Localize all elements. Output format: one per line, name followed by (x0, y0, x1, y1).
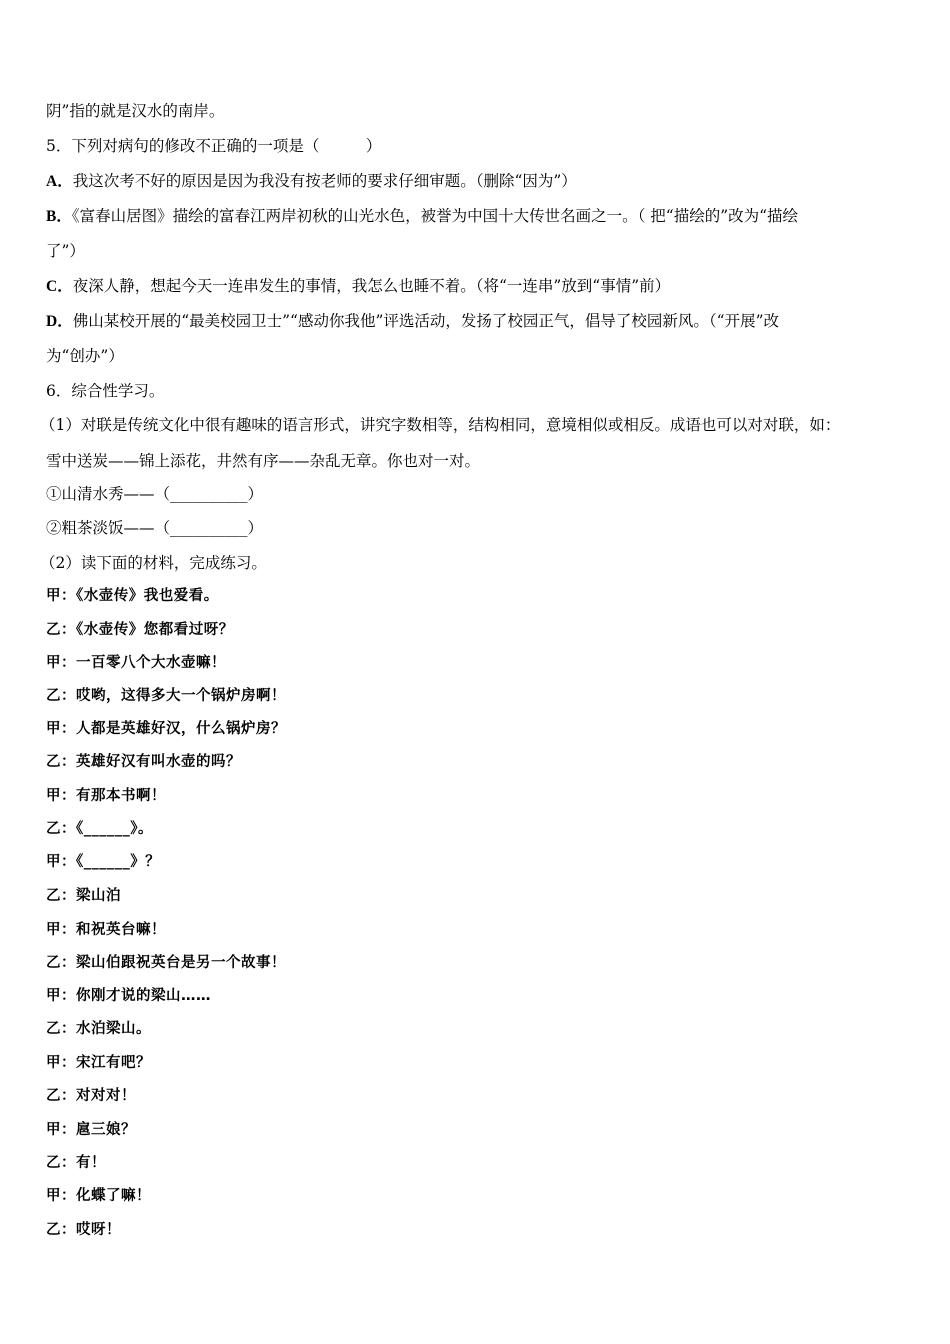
couplet-close: ） (247, 485, 264, 503)
answer-blank[interactable]: __________ (170, 519, 248, 537)
dialogue-line: 乙：梁山伯跟祝英台是另一个故事！ (46, 955, 286, 971)
answer-blank[interactable]: __________ (170, 485, 248, 503)
dialogue-line: 甲：一百零八个大水壶嘛！ (46, 655, 226, 671)
q5-option-b (46, 206, 906, 227)
q5-option-b-cont: 了”） (46, 242, 85, 260)
intro-line: 阴”指的就是汉水的南岸。 (46, 102, 225, 120)
couplet-item-2 (46, 518, 906, 538)
q6-stem: 6．综合性学习。 (46, 382, 165, 400)
dialogue-line: 甲：宋江有吧？ (46, 1055, 151, 1071)
q6-part1-intro: （1）对联是传统文化中很有趣味的语言形式，讲究字数相等，结构相同，意境相似或相反。成语也可以对对联，如： (40, 416, 841, 434)
couplet-item-1 (46, 484, 906, 504)
q5-stem: 5．下列对病句的修改不正确的一项是（ ） (46, 137, 382, 155)
dialogue-line: 甲：《水壶传》我也爱看。 (46, 588, 219, 604)
option-text: 《富春山居图》描绘的富春江两岸初秋的山光水色，被誉为中国十大传世名画之一。（ 把“描绘的”改为“描绘 (71, 207, 799, 225)
dialogue-line: 甲：有那本书啊！ (46, 788, 166, 804)
dialogue-line: 乙：哎呀！ (46, 1222, 121, 1238)
option-letter: C． (46, 278, 73, 295)
dialogue-line: 乙：对对对！ (46, 1088, 136, 1104)
q6-part2-intro: （2）读下面的材料，完成练习。 (40, 554, 267, 572)
dialogue-line: 甲：和祝英台嘛！ (46, 922, 166, 938)
dialogue-line: 乙：哎哟，这得多大一个锅炉房啊！ (46, 688, 286, 704)
q5-option-c (46, 276, 906, 297)
option-text: 佛山某校开展的“最美校园卫士”“感动你我他”评选活动，发扬了校园正气，倡导了校园新风。（“开展”改 (72, 312, 780, 330)
dialogue-line: 甲：你刚才说的梁山…… (46, 988, 211, 1004)
couplet-close: ） (247, 519, 264, 537)
option-text: 夜深人静，想起今天一连串发生的事情，我怎么也睡不着。（将“一连串”放到“事情”前） (72, 277, 671, 295)
dialogue-line: 乙：《______》。 (46, 821, 153, 837)
option-letter: A． (46, 173, 73, 190)
option-letter: B． (46, 208, 72, 225)
dialogue-line: 乙：《水壶传》您都看过呀？ (46, 622, 234, 638)
dialogue-line: 乙：有！ (46, 1155, 106, 1171)
dialogue-line: 乙：水泊梁山。 (46, 1021, 151, 1037)
q5-option-d (46, 311, 906, 332)
option-text: 我这次考不好的原因是因为我没有按老师的要求仔细审题。（删除“因为”） (72, 172, 577, 190)
q5-option-a (46, 171, 906, 192)
dialogue-line: 甲：化蝶了嘛！ (46, 1188, 151, 1204)
dialogue-line: 乙：英雄好汉有叫水壶的吗？ (46, 754, 241, 770)
option-letter: D． (46, 313, 73, 330)
q6-part1-intro-cont: 雪中送炭——锦上添花，井然有序——杂乱无章。你也对一对。 (46, 452, 481, 470)
q5-option-d-cont: 为“创办”） (46, 347, 124, 365)
dialogue-line: 乙：梁山泊 (46, 888, 121, 904)
dialogue-line: 甲：扈三娘？ (46, 1122, 136, 1138)
couplet-prompt: ①山清水秀——（ (46, 485, 171, 503)
couplet-prompt: ②粗茶淡饭——（ (46, 519, 171, 537)
dialogue-line: 甲：人都是英雄好汉，什么锅炉房？ (46, 721, 286, 737)
dialogue-line: 甲：《______》？ (46, 854, 161, 870)
